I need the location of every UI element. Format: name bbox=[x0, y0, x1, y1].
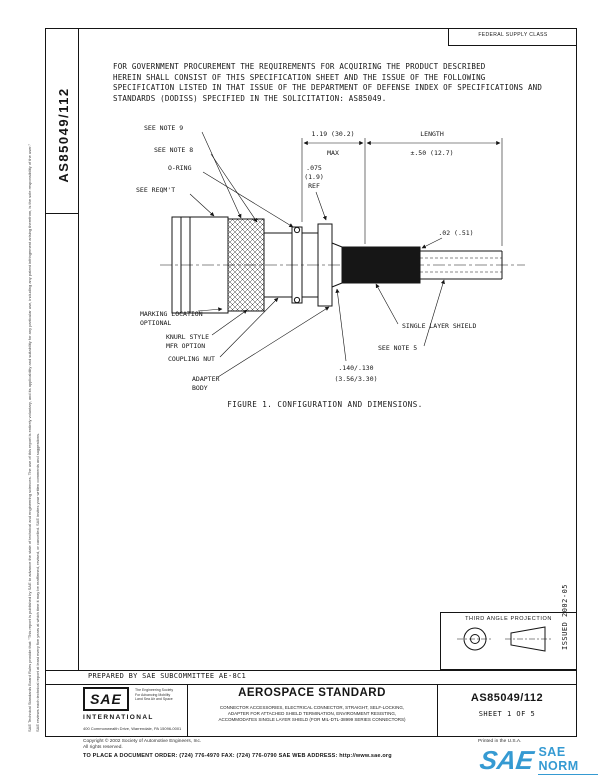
title-block bbox=[45, 684, 577, 737]
knurl-style-label: KNURL STYLE bbox=[166, 333, 210, 341]
sae-tagline-line: Land Sea Air and Space bbox=[135, 697, 173, 702]
issued-date-vertical: ISSUED 2002-05 bbox=[561, 583, 569, 650]
marking-location-label2: OPTIONAL bbox=[140, 319, 172, 327]
knurl-style-label2: MFR OPTION bbox=[166, 342, 206, 350]
prepared-by: PREPARED BY SAE SUBCOMMITTEE AE-8C1 bbox=[88, 672, 247, 680]
marking-location-label: MARKING LOCATION bbox=[140, 310, 203, 318]
federal-supply-class-label: FEDERAL SUPPLY CLASS bbox=[478, 32, 548, 38]
adapter-body-label: ADAPTER bbox=[192, 375, 220, 383]
sae-tagline-line: For Advancing Mobility bbox=[135, 692, 171, 697]
dim-step-1: .140/.130 bbox=[338, 364, 374, 372]
procurement-line: STANDARDS (DODISS) SPECIFIED IN THE SOLICITATION: AS85049. bbox=[113, 93, 387, 103]
see-note-8-label: SEE NOTE 8 bbox=[154, 146, 194, 154]
figure-caption: FIGURE 1. CONFIGURATION AND DIMENSIONS. bbox=[227, 400, 423, 409]
procurement-line: SPECIFICATION LISTED IN THAT ISSUE OF THE DEPARTMENT OF DEFENSE INDEX OF SPECIFICATIONS AND bbox=[113, 83, 543, 92]
sae-tagline bbox=[135, 688, 187, 702]
third-angle-projection-title: THIRD ANGLE PROJECTION bbox=[465, 616, 552, 622]
prepared-row-top-line bbox=[45, 670, 577, 671]
sae-address: 400 Commonwealth Drive, Warrendale, PA 15096-0001 bbox=[83, 726, 182, 731]
dim-length-tol: ±.50 (12.7) bbox=[410, 149, 454, 157]
left-strip-divider bbox=[78, 28, 79, 670]
copyright-line-1: Copyright © 2002 Society of Automotive Engineers, Inc. bbox=[83, 739, 202, 744]
dim-step-2: (3.56/3.30) bbox=[334, 375, 378, 383]
dim-edge: .02 (.51) bbox=[438, 229, 474, 237]
doc-number-vertical: AS85049/112 bbox=[56, 87, 71, 183]
third-angle-projection-box bbox=[440, 612, 577, 670]
see-note-5-label: SEE NOTE 5 bbox=[378, 344, 418, 352]
sae-tagline-line: The Engineering Society bbox=[135, 688, 174, 692]
side-disclaimer-1: SAE Technical Standards Board Rules provide that: "This report is published by SAE to advance the state of technical and engineering sciences. The use of this report is entirely voluntary, and its applicability and suitability for any particular use, including any patent infringement arising therefrom, is the sole responsibility of the user." bbox=[27, 143, 32, 732]
sae-international: INTERNATIONAL bbox=[83, 714, 154, 721]
adapter-body-label2: BODY bbox=[192, 384, 208, 392]
see-note-9-label: SEE NOTE 9 bbox=[144, 124, 184, 132]
third-angle-projection-symbol bbox=[449, 622, 569, 656]
shield-band bbox=[342, 247, 420, 283]
sheet-number: SHEET 1 OF 5 bbox=[478, 710, 536, 718]
document-number: AS85049/112 bbox=[470, 692, 544, 704]
procurement-line: FOR GOVERNMENT PROCUREMENT THE REQUIREMENTS FOR ACQUIRING THE PRODUCT DESCRIBED bbox=[113, 62, 486, 71]
left-strip-tick bbox=[45, 213, 78, 214]
dim-ref-2: (1.9) bbox=[304, 173, 324, 181]
copyright-line-2: All rights reserved. bbox=[83, 745, 123, 750]
sae-logo-text: SAE bbox=[90, 691, 122, 707]
configuration-figure bbox=[80, 112, 570, 407]
sae-norm-text: SAE NORM bbox=[538, 745, 598, 775]
standard-type-heading: AEROSPACE STANDARD bbox=[238, 687, 386, 699]
single-layer-shield-label: SINGLE LAYER SHIELD bbox=[402, 322, 477, 330]
side-disclaimer-2: SAE reviews each technical report at least every five years at which time it may be reaffirmed, revised, or cancelled. SAE invites your written comments and suggestions. bbox=[35, 432, 40, 732]
order-info-line: TO PLACE A DOCUMENT ORDER: (724) 776-4970 FAX: (724) 776-0790 SAE WEB ADDRESS: http://www.sae.org bbox=[83, 753, 392, 759]
standard-title bbox=[187, 705, 437, 723]
dim-length-label: LENGTH bbox=[420, 130, 444, 138]
sae-norm-watermark bbox=[477, 743, 598, 776]
standard-title-line: ADAPTER FOR ATTACHED SHIELD TERMINATION, ENVIRONMENT RESISTING, bbox=[227, 711, 397, 716]
printed-in-usa: Printed in the U.S.A. bbox=[478, 739, 522, 744]
sae-logo bbox=[83, 687, 129, 711]
see-reqmt-label: SEE REQM'T bbox=[136, 186, 176, 194]
dim-max-label: MAX bbox=[327, 149, 339, 157]
dim-ref-1: .075 bbox=[306, 164, 322, 172]
procurement-line: HEREIN SHALL CONSIST OF THIS SPECIFICATION SHEET AND THE ISSUE OF THE FOLLOWING bbox=[113, 72, 486, 82]
coupling-nut-label: COUPLING NUT bbox=[168, 355, 215, 363]
knurled-coupling-nut bbox=[228, 219, 264, 311]
dim-max-length: 1.19 (30.2) bbox=[311, 130, 355, 138]
standard-title-line: ACCOMMODATES SINGLE LAYER SHIELD (FOR MIL-DTL-38999 SERIES CONNECTORS) bbox=[218, 717, 406, 722]
dim-ref-3: REF bbox=[308, 182, 320, 190]
sae-norm-glyph: SAE bbox=[477, 744, 536, 775]
o-ring-label: O-RING bbox=[168, 164, 192, 172]
standard-title-line: CONNECTOR ACCESSORIES, ELECTRICAL CONNECTOR, STRAIGHT, SELF-LOCKING, bbox=[219, 705, 405, 710]
procurement-paragraph bbox=[113, 62, 549, 104]
federal-supply-class-box bbox=[448, 29, 577, 46]
